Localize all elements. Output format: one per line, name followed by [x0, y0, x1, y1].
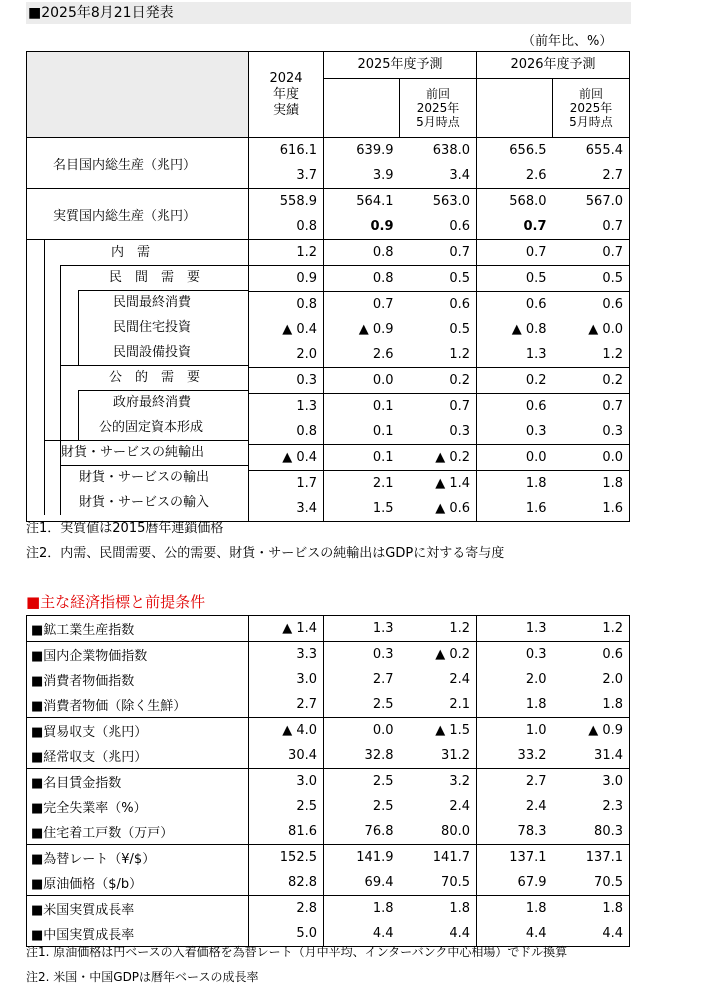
table-cell: 0.2 — [477, 368, 553, 394]
table-cell: 1.5 — [324, 496, 400, 522]
table-cell: 0.6 — [553, 292, 630, 318]
table-cell: 2.0 — [296, 347, 317, 362]
table-cell: 0.6 — [553, 642, 630, 668]
table-cell: 1.8 — [477, 471, 553, 497]
table-cell: 0.9 — [249, 266, 324, 292]
row-label: ■消費者物価（除く生鮮） — [27, 692, 249, 718]
label-public-investment: 公的固定資本形成 — [99, 420, 204, 435]
unit-label: （前年比、%） — [522, 34, 613, 49]
header-fy2026-previous: 前回 2025年 5月時点 — [553, 79, 630, 138]
label-private-demand: 民 間 需 要 — [109, 270, 201, 285]
table-cell: 80.0 — [441, 824, 470, 839]
table-cell: 1.2 — [602, 347, 623, 362]
table-cell: 0.2 — [400, 368, 477, 394]
table-cell: 0.0 — [324, 368, 400, 394]
table-cell: 0.8 — [296, 424, 317, 439]
table-cell: ▲ 0.9 — [324, 317, 400, 342]
table-cell: 563.0 — [400, 189, 477, 215]
row-label: ■完全失業率（%） — [27, 794, 249, 819]
table-cell: 3.3 — [249, 642, 324, 668]
table-cell: ▲ 1.5 — [400, 718, 477, 744]
table-row — [27, 845, 630, 871]
table-cell: 2.8 — [249, 896, 324, 922]
table-cell: 0.8 — [296, 219, 317, 234]
table-cell: 1.8 — [553, 471, 630, 497]
label-domestic-demand: 内 需 — [111, 245, 151, 260]
table-cell: 80.3 — [594, 824, 623, 839]
row-label: ■消費者物価指数 — [27, 667, 249, 692]
table-row — [27, 896, 630, 922]
table-cell: 1.7 — [249, 471, 324, 497]
table-cell: 0.7 — [477, 214, 553, 240]
table-cell: 141.7 — [400, 845, 477, 871]
table-cell: 1.3 — [477, 342, 553, 368]
table-cell: 2.7 — [296, 697, 317, 712]
row-label: ■貿易収支（兆円） — [27, 718, 249, 744]
table-cell: 76.8 — [324, 819, 400, 845]
table-cell: 3.0 — [553, 769, 630, 795]
table-row — [27, 718, 630, 744]
table-cell: ▲ 1.4 — [400, 471, 477, 497]
table-cell: 70.5 — [441, 875, 470, 890]
table-cell: 0.5 — [553, 266, 630, 292]
table-cell: 655.4 — [553, 138, 630, 164]
table-cell: 2.5 — [296, 799, 317, 814]
table-cell: 69.4 — [324, 870, 400, 896]
table-row — [27, 692, 630, 718]
table-cell: 1.8 — [602, 697, 623, 712]
table-cell: 2.6 — [477, 163, 553, 189]
table-cell: 567.0 — [553, 189, 630, 215]
table-row — [27, 743, 630, 769]
row-label-real-gdp: 実質国内総生産（兆円） — [27, 189, 249, 240]
header-fy2026-new — [477, 79, 553, 138]
table-cell: 2.3 — [602, 799, 623, 814]
table-cell: 1.8 — [553, 896, 630, 922]
table-cell: 78.3 — [477, 819, 553, 845]
header-fy2025-previous: 前回 2025年 5月時点 — [400, 79, 477, 138]
table-cell: 2.7 — [324, 667, 400, 692]
label-private-housing: 民間住宅投資 — [113, 320, 192, 335]
table-cell: ▲ 1.4 — [282, 621, 317, 636]
table-row — [27, 667, 630, 692]
table-cell: 1.2 — [449, 621, 470, 636]
table-cell: 33.2 — [477, 743, 553, 769]
table-cell: 3.2 — [400, 769, 477, 795]
table-cell: 0.3 — [477, 419, 553, 445]
table-cell: 1.8 — [477, 896, 553, 922]
table-row — [27, 616, 630, 642]
table-cell: 0.3 — [477, 642, 553, 668]
table-cell: 31.2 — [441, 748, 470, 763]
table-cell: 3.7 — [296, 168, 317, 183]
table-cell: 2.7 — [602, 168, 623, 183]
note2-2: 注2. 米国・中国GDPは暦年ベースの成長率 — [26, 970, 259, 984]
row-label: ■住宅着工戸数（万戸） — [27, 819, 249, 845]
header-fy2025-new — [324, 79, 400, 138]
table-cell: 0.9 — [324, 214, 400, 240]
table-cell: 31.4 — [594, 748, 623, 763]
table-cell: 2.5 — [324, 794, 400, 819]
table-cell: 558.9 — [249, 189, 324, 215]
table-cell: 0.6 — [449, 219, 470, 234]
table-cell: 0.5 — [477, 266, 553, 292]
table-cell: 1.8 — [477, 692, 553, 718]
table-cell: 30.4 — [288, 748, 317, 763]
table-cell: 1.0 — [477, 718, 553, 744]
table-cell: ▲ 0.2 — [400, 642, 477, 668]
table-cell: 5.0 — [296, 926, 317, 941]
table-cell: ▲ 0.4 — [282, 322, 317, 337]
table-cell: 0.7 — [400, 394, 477, 420]
table-cell: 1.3 — [477, 616, 553, 642]
table-cell: 1.8 — [324, 896, 400, 922]
table-cell: 1.3 — [324, 616, 400, 642]
note2-1: 注1. 原油価格は円ベースの入着価格を為替レート（月中平均、インターバンク中心相場）でドル換算 — [26, 945, 568, 959]
table-cell: 0.7 — [477, 240, 553, 266]
row-label: ■米国実質成長率 — [27, 896, 249, 922]
table-cell: 1.6 — [602, 501, 623, 516]
table-cell: 0.7 — [324, 292, 400, 318]
table-cell: 0.6 — [477, 292, 553, 318]
table-cell: 0.0 — [477, 445, 553, 471]
indicators-table — [26, 615, 630, 947]
row-label: ■為替レート（¥/$） — [27, 845, 249, 871]
table-cell: 0.1 — [324, 394, 400, 420]
table-cell: ▲ 0.6 — [435, 501, 470, 516]
table-cell: ▲ 0.2 — [400, 445, 477, 471]
label-public-demand: 公 的 需 要 — [109, 370, 201, 385]
table-cell: 3.4 — [449, 168, 470, 183]
table-row — [27, 138, 630, 164]
table-cell: 0.7 — [400, 240, 477, 266]
table-cell: 564.1 — [324, 189, 400, 215]
table-cell: 0.8 — [324, 266, 400, 292]
table-row — [27, 189, 630, 215]
row-label: ■経常収支（兆円） — [27, 743, 249, 769]
label-private-capex: 民間設備投資 — [113, 345, 192, 360]
table-cell: 2.5 — [324, 769, 400, 795]
table-cell: 1.2 — [602, 621, 623, 636]
breakdown-labels — [27, 240, 249, 522]
table-cell: 639.9 — [324, 138, 400, 164]
table-row — [27, 870, 630, 896]
table-cell: 2.4 — [477, 794, 553, 819]
table-cell: 0.6 — [477, 394, 553, 420]
table-row — [27, 769, 630, 795]
table-cell: 0.7 — [553, 240, 630, 266]
table-cell: 0.2 — [553, 368, 630, 394]
table-cell: ▲ 4.0 — [249, 718, 324, 744]
table-cell: 3.0 — [296, 672, 317, 687]
table-cell: 0.3 — [324, 642, 400, 668]
header-fy2026-forecast: 2026年度予測 — [477, 52, 630, 79]
note-2: 注2．内需、民間需要、公的需要、財貨・サービスの純輸出はGDPに対する寄与度 — [26, 546, 505, 561]
table-cell: 2.4 — [449, 672, 470, 687]
table-cell: 656.5 — [477, 138, 553, 164]
row-label: ■原油価格（$/b） — [27, 870, 249, 896]
row-label: ■国内企業物価指数 — [27, 642, 249, 668]
table-cell: 2.0 — [477, 667, 553, 692]
header-blank — [27, 52, 249, 138]
table-cell: 3.9 — [324, 163, 400, 189]
table-cell: 2.1 — [449, 697, 470, 712]
table-cell: 81.6 — [288, 824, 317, 839]
table-cell: ▲ 0.9 — [553, 718, 630, 744]
table-cell: 0.3 — [602, 424, 623, 439]
section-title-indicators: ■主な経済指標と前提条件 — [26, 593, 206, 611]
table-cell: 70.5 — [594, 875, 623, 890]
table-cell: 1.8 — [400, 896, 477, 922]
table-row — [27, 642, 630, 668]
table-cell: 616.1 — [249, 138, 324, 164]
release-date-header: ■2025年8月21日発表 — [26, 2, 631, 24]
row-label: ■名目賃金指数 — [27, 769, 249, 795]
label-net-exports: 財貨・サービスの純輸出 — [61, 445, 205, 460]
table-cell: 2.5 — [324, 692, 400, 718]
table-cell: 568.0 — [477, 189, 553, 215]
table-row — [27, 794, 630, 819]
table-cell: 0.5 — [400, 266, 477, 292]
table-cell: 3.4 — [296, 501, 317, 516]
table-cell: 0.8 — [324, 240, 400, 266]
table-cell: 137.1 — [477, 845, 553, 871]
table-cell: 2.0 — [602, 672, 623, 687]
table-cell: 0.7 — [553, 394, 630, 420]
table-cell: ▲ 0.0 — [588, 322, 623, 337]
table-cell: 4.4 — [477, 921, 553, 947]
note-1: 注1．実質値は2015暦年連鎖価格 — [26, 521, 224, 536]
table-cell: 0.7 — [602, 219, 623, 234]
label-private-consumption: 民間最終消費 — [113, 295, 192, 310]
gdp-forecast-table — [26, 51, 630, 522]
table-cell: 638.0 — [400, 138, 477, 164]
row-label-nominal-gdp: 名目国内総生産（兆円） — [27, 138, 249, 189]
table-cell: 137.1 — [553, 845, 630, 871]
table-cell: 1.3 — [249, 394, 324, 420]
table-cell: 0.5 — [449, 322, 470, 337]
table-cell: 4.4 — [324, 921, 400, 947]
table-cell: 0.3 — [249, 368, 324, 394]
table-cell: 0.6 — [400, 292, 477, 318]
table-cell: 0.3 — [449, 424, 470, 439]
table-cell: 3.0 — [249, 769, 324, 795]
table-cell: 0.0 — [324, 718, 400, 744]
row-label: ■中国実質成長率 — [27, 921, 249, 947]
table-cell: 0.0 — [553, 445, 630, 471]
row-label: ■鉱工業生産指数 — [27, 616, 249, 642]
table-cell: 2.4 — [449, 799, 470, 814]
table-cell: 67.9 — [477, 870, 553, 896]
table-cell: ▲ 0.4 — [249, 445, 324, 471]
table-cell: 2.7 — [477, 769, 553, 795]
label-government-consumption: 政府最終消費 — [113, 395, 192, 410]
header-2024-actual: 2024 年度 実績 — [249, 52, 324, 138]
table-cell: 1.2 — [449, 347, 470, 362]
table-cell: 82.8 — [288, 875, 317, 890]
label-imports: 財貨・サービスの輸入 — [79, 495, 210, 510]
table-row — [27, 240, 630, 266]
table-cell: 152.5 — [249, 845, 324, 871]
group-line-domestic-demand — [44, 240, 45, 515]
table-cell: 0.8 — [249, 292, 324, 318]
header-fy2025-forecast: 2025年度予測 — [324, 52, 477, 79]
table-cell: 2.1 — [324, 471, 400, 497]
table-cell: 141.9 — [324, 845, 400, 871]
table-cell: ▲ 0.8 — [477, 317, 553, 342]
table-cell: 0.1 — [324, 445, 400, 471]
table-row — [27, 819, 630, 845]
table-cell: 4.4 — [602, 926, 623, 941]
table-cell: 1.6 — [477, 496, 553, 522]
table-cell: 32.8 — [324, 743, 400, 769]
label-exports: 財貨・サービスの輸出 — [79, 470, 210, 485]
table-cell: 0.1 — [324, 419, 400, 445]
table-cell: 4.4 — [449, 926, 470, 941]
table-cell: 2.6 — [324, 342, 400, 368]
table-cell: 1.2 — [249, 240, 324, 266]
